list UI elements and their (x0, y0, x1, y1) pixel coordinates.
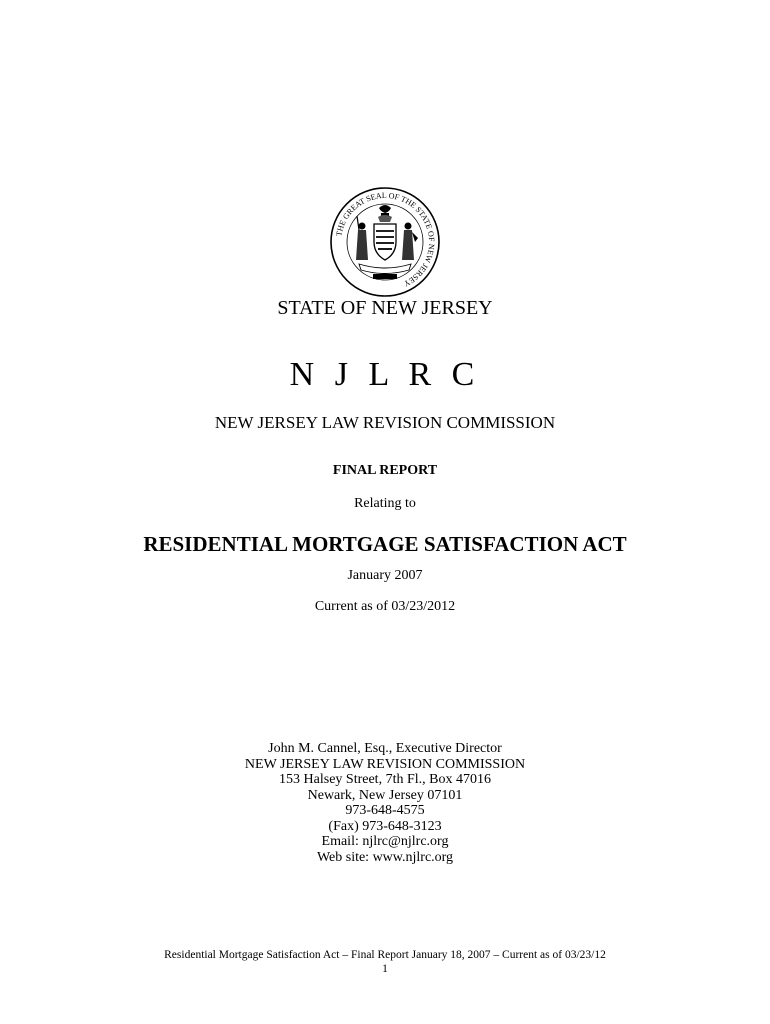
phone-number: 973-648-4575 (345, 803, 425, 818)
report-type: FINAL REPORT (332, 463, 438, 478)
commission-acronym: N J L R C (289, 356, 481, 393)
state-heading: STATE OF NEW JERSEY (277, 297, 493, 319)
contact-block (0, 741, 770, 865)
great-seal-of-new-jersey (329, 186, 441, 298)
page-number: 1 (382, 963, 388, 975)
city-address: Newark, New Jersey 07101 (307, 787, 463, 803)
seal-legend-text: THE GREAT SEAL OF THE STATE OF NEW JERSEY (334, 190, 437, 289)
website-address: Web site: www.njlrc.org (316, 849, 454, 865)
street-address: 153 Halsey Street, 7th Fl., Box 47016 (279, 772, 491, 787)
report-date: January 2007 (347, 568, 423, 583)
current-as-of: Current as of 03/23/2012 (314, 599, 456, 614)
commission-name: NEW JERSEY LAW REVISION COMMISSION (214, 413, 556, 432)
page-footer (0, 948, 770, 976)
report-title: RESIDENTIAL MORTGAGE SATISFACTION ACT (143, 532, 627, 556)
organization-name: NEW JERSEY LAW REVISION COMMISSION (244, 756, 526, 772)
footer-text: Residential Mortgage Satisfaction Act – Final Report January 18, 2007 – Current as of 03/23/12 (164, 949, 606, 961)
fax-number: (Fax) 973-648-3123 (328, 818, 442, 834)
director-name: John M. Cannel, Esq., Executive Director (268, 741, 502, 756)
relating-to: Relating to (354, 496, 416, 511)
email-address: Email: njlrc@njlrc.org (321, 834, 449, 849)
